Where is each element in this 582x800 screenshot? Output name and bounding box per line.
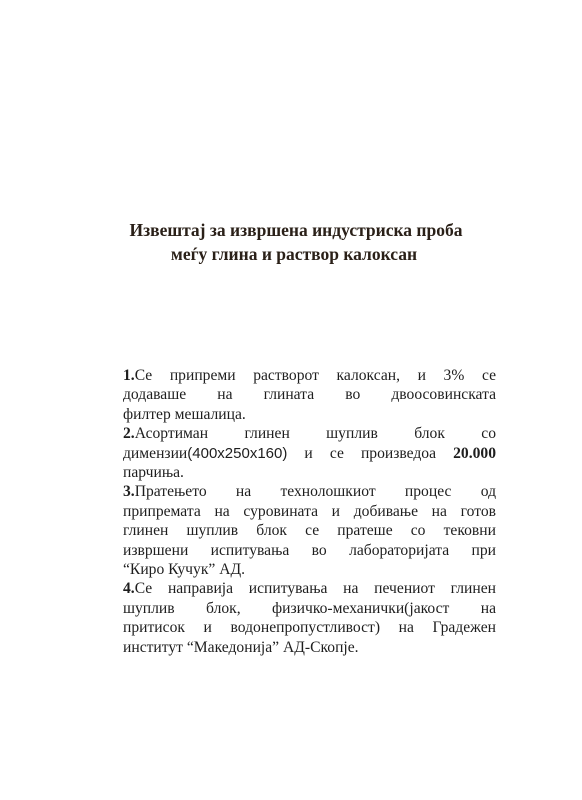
item-number: 2. (123, 425, 135, 443)
document-title (0, 218, 582, 266)
item-text: Се направија испитувања на печениот глинен (134, 580, 496, 598)
item-3-line-4: извршени испитувања во лабораторијата при (123, 541, 496, 559)
item-4-line-4: институт “Македонија” АД-Скопје. (123, 638, 359, 656)
dimensions-value: (400x250x160) (187, 444, 288, 462)
report-item-1 (123, 366, 496, 424)
item-4-line-2: шуплив блок, физичко-механички(јакост на (123, 599, 496, 617)
item-4-line-1 (123, 579, 496, 598)
report-item-4 (123, 579, 496, 657)
item-1-line-3: филтер мешалица. (123, 405, 246, 423)
report-body (123, 366, 496, 657)
title-line-2: меѓу глина и раствор калоксан (170, 244, 418, 264)
item-3-line-1 (123, 482, 496, 501)
item-2-line-1 (123, 424, 496, 443)
item-4-line-3: притисок и водонепропустливост) на Градежен (123, 619, 496, 637)
report-item-2 (123, 424, 496, 482)
item-number: 1. (123, 367, 135, 384)
report-item-3 (123, 482, 496, 579)
item-text: Асортиман глинен шуплив блок со (134, 425, 496, 443)
item-1-line-2: додаваше на глината во двоосовинската (123, 386, 496, 404)
item-text: Пратењето на технолошкиот процес од (134, 483, 496, 501)
item-text: димензии (123, 444, 188, 462)
item-number: 4. (123, 580, 135, 598)
item-3-line-2: припремата на суровината и добивање на готов (123, 502, 496, 520)
title-line-1: Извештај за извршена индустриска проба (129, 220, 463, 240)
item-2-line-3: парчиња. (123, 464, 184, 482)
quantity-value: 20.000 (453, 444, 496, 462)
item-2-line-2 (123, 444, 496, 463)
item-number: 3. (123, 483, 135, 501)
item-text: и се произведоа (287, 444, 454, 462)
item-text: Се припреми растворот калоксан, и 3% се (134, 367, 496, 384)
item-3-line-3: глинен шуплив блок се пратеше со тековни (123, 522, 496, 540)
item-1-line-1 (123, 366, 496, 385)
item-3-line-5: “Киро Кучук” АД. (123, 561, 246, 579)
